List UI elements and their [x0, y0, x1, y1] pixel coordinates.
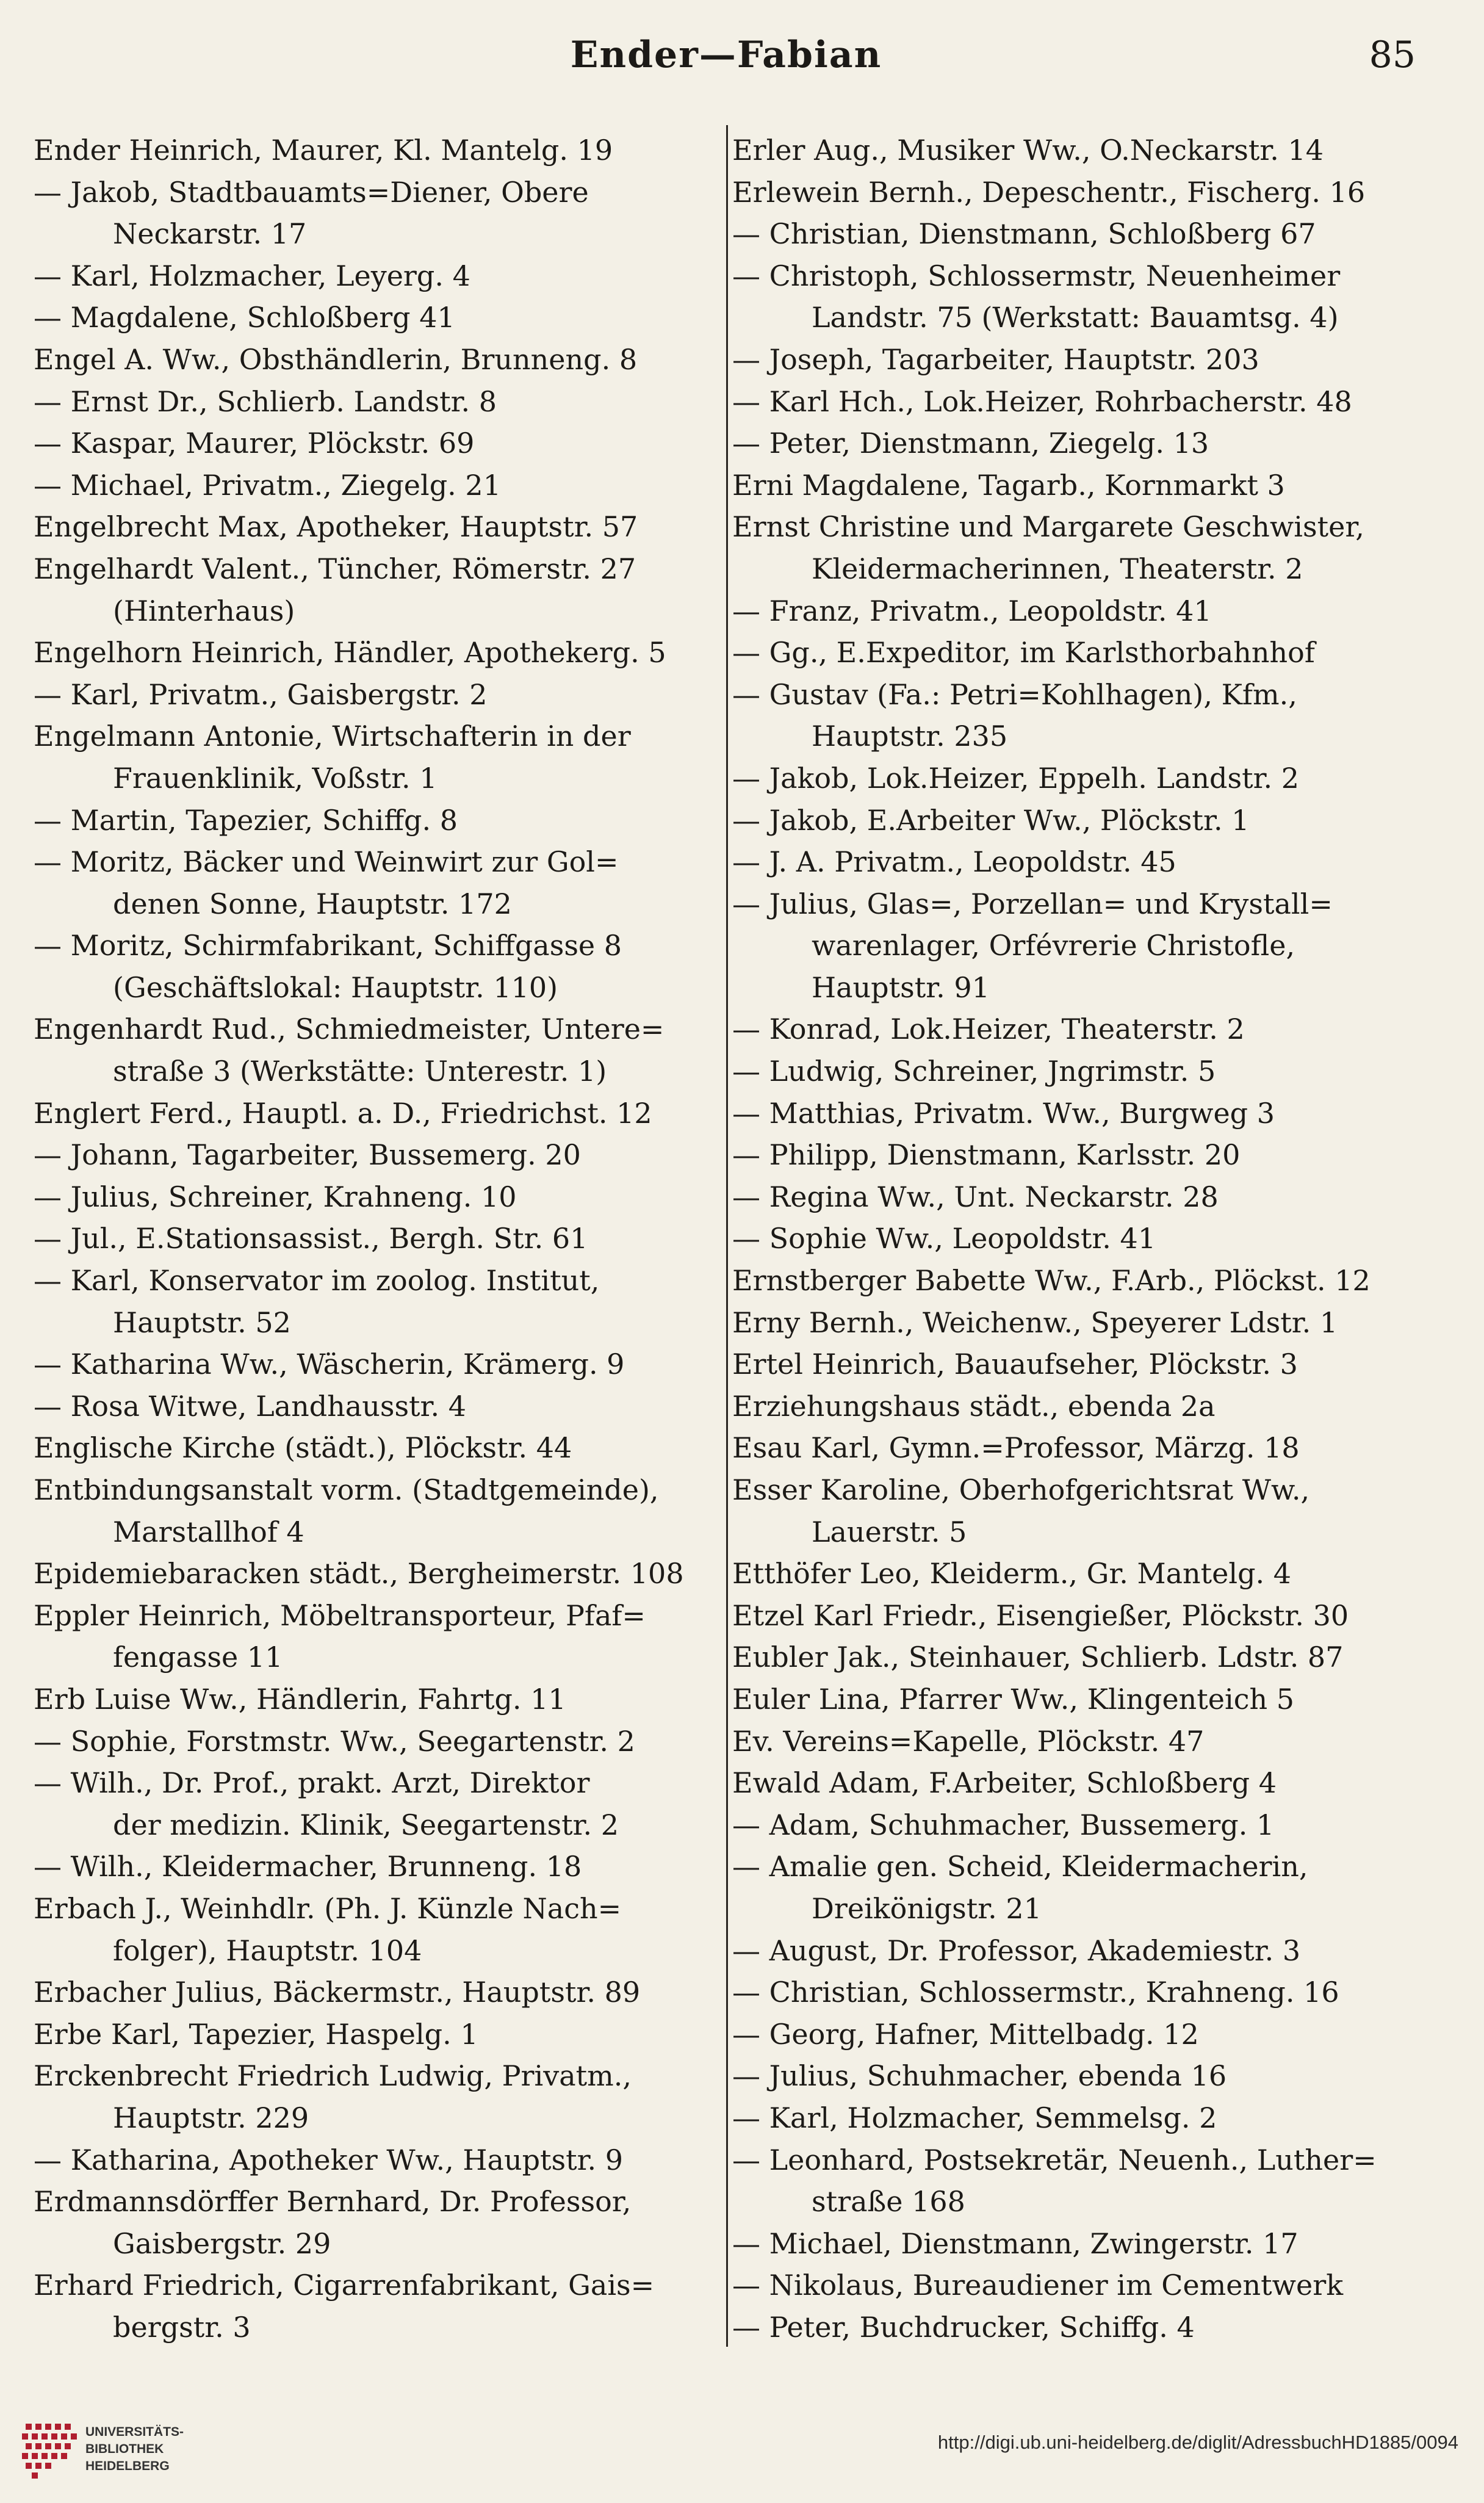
directory-line: [34, 2348, 723, 2351]
directory-line: Hauptstr. 235: [812, 720, 1008, 753]
directory-line: — Christian, Dienstmann, Schloßberg 67: [732, 217, 1316, 251]
directory-line: Eppler Heinrich, Möbeltransporteur, Pfaf=: [34, 1598, 646, 1632]
directory-line: — Wilh., Kleidermacher, Brunneng. 18: [34, 1850, 582, 1884]
directory-line: — Sophie Ww., Leopoldstr. 41: [732, 1222, 1156, 1255]
directory-line: — Julius, Schuhmacher, ebenda 16: [732, 2059, 1227, 2093]
directory-line: Ev. Vereins=Kapelle, Plöckstr. 47: [732, 1724, 1205, 1758]
directory-line: — Katharina Ww., Wäscherin, Krämerg. 9: [34, 1348, 625, 1381]
directory-line: warenlager, Orfévrerie Christofle,: [812, 929, 1295, 963]
directory-line: — Michael, Dienstmann, Zwingerstr. 17: [732, 2227, 1298, 2260]
directory-line: Dreikönigstr. 21: [812, 1891, 1042, 1925]
directory-line: — Leonhard, Postsekretär, Neuenh., Luther=: [732, 2143, 1377, 2176]
directory-line: straße 168: [812, 2185, 965, 2219]
directory-line: — Jakob, Stadtbauamts=Diener, Obere: [34, 175, 589, 209]
directory-line: — Karl Hch., Lok.Heizer, Rohrbacherstr. 48: [732, 385, 1352, 418]
directory-line: — Karl, Konservator im zoolog. Institut,: [34, 1264, 600, 1298]
directory-line: Marstallhof 4: [113, 1515, 304, 1548]
directory-line: Erbacher Julius, Bäckermstr., Hauptstr. 89: [34, 1976, 641, 2009]
source-url[interactable]: http://digi.ub.uni-heidelberg.de/diglit/AdressbuchHD1885/0094: [937, 2432, 1458, 2453]
directory-line: — Gustav (Fa.: Petri=Kohlhagen), Kfm.,: [732, 677, 1297, 711]
directory-line: Etzel Karl Friedr., Eisengießer, Plöckstr. 30: [732, 1598, 1349, 1632]
directory-line: Landstr. 75 (Werkstatt: Bauamtsg. 4): [812, 301, 1339, 334]
page-number: 85: [1369, 34, 1416, 76]
directory-line: Etthöfer Leo, Kleiderm., Gr. Mantelg. 4: [732, 1557, 1292, 1591]
directory-line: Esau Karl, Gymn.=Professor, Märzg. 18: [732, 1431, 1300, 1465]
directory-line: — Joseph, Tagarbeiter, Hauptstr. 203: [732, 342, 1259, 376]
directory-line: Erny Bernh., Weichenw., Speyerer Ldstr. 1: [732, 1306, 1338, 1339]
footer: [0, 2417, 1484, 2503]
directory-line: Ernst Christine und Margarete Geschwister,: [732, 510, 1364, 544]
directory-line: — Nikolaus, Bureaudiener im Cementwerk: [732, 2269, 1344, 2302]
directory-line: — Matthias, Privatm. Ww., Burgweg 3: [732, 1096, 1275, 1130]
directory-line: fengasse 11: [113, 1641, 283, 1674]
directory-line: Neckarstr. 17: [113, 217, 307, 251]
directory-line: — Johann, Tagarbeiter, Bussemerg. 20: [34, 1138, 581, 1172]
directory-line: — Ernst Dr., Schlierb. Landstr. 8: [34, 385, 497, 418]
directory-line: Hauptstr. 52: [113, 1306, 291, 1339]
directory-line: Erckenbrecht Friedrich Ludwig, Privatm.,: [34, 2059, 632, 2093]
left-column: [34, 129, 723, 2351]
directory-line: — Karl, Holzmacher, Semmelsg. 2: [732, 2101, 1217, 2134]
directory-line: folger), Hauptstr. 104: [113, 1934, 422, 1967]
directory-line: — Gg., E.Expeditor, im Karlsthorbahnhof: [732, 636, 1315, 670]
directory-line: Erbe Karl, Tapezier, Haspelg. 1: [34, 2017, 478, 2051]
directory-line: Hauptstr. 91: [812, 970, 990, 1004]
right-column: [732, 129, 1410, 2351]
directory-line: Engel A. Ww., Obsthändlerin, Brunneng. 8: [34, 342, 638, 376]
directory-line: Erler Aug., Musiker Ww., O.Neckarstr. 14: [732, 134, 1324, 167]
directory-line: — Peter, Buchdrucker, Schiffg. 4: [732, 2310, 1195, 2344]
running-title: Ender—Fabian: [570, 34, 882, 76]
directory-line: Entbindungsanstalt vorm. (Stadtgemeinde),: [34, 1473, 659, 1506]
directory-line: — Ludwig, Schreiner, Jngrimstr. 5: [732, 1055, 1216, 1088]
directory-line: — Georg, Hafner, Mittelbadg. 12: [732, 2017, 1199, 2051]
directory-line: Frauenklinik, Voßstr. 1: [113, 761, 438, 795]
directory-line: — Michael, Privatm., Ziegelg. 21: [34, 468, 501, 502]
directory-line: Erlewein Bernh., Depeschentr., Fischerg. 16: [732, 175, 1366, 209]
directory-line: Engelhardt Valent., Tüncher, Römerstr. 27: [34, 552, 636, 585]
directory-line: Engelbrecht Max, Apotheker, Hauptstr. 57: [34, 510, 638, 544]
column-divider: [726, 125, 728, 2347]
directory-line: Engelhorn Heinrich, Händler, Apothekerg. 5: [34, 636, 666, 670]
directory-line: — Karl, Privatm., Gaisbergstr. 2: [34, 677, 488, 711]
directory-line: Engelmann Antonie, Wirtschafterin in der: [34, 720, 631, 753]
directory-line: straße 3 (Werkstätte: Unterestr. 1): [113, 1055, 607, 1088]
directory-line: — Moritz, Bäcker und Weinwirt zur Gol=: [34, 845, 619, 879]
directory-line: — Regina Ww., Unt. Neckarstr. 28: [732, 1180, 1219, 1213]
directory-line: — Amalie gen. Scheid, Kleidermacherin,: [732, 1850, 1308, 1884]
directory-line: der medizin. Klinik, Seegartenstr. 2: [113, 1808, 619, 1841]
directory-line: — Julius, Glas=, Porzellan= und Krystall=: [732, 887, 1333, 920]
directory-line: Erdmannsdörffer Bernhard, Dr. Professor,: [34, 2185, 632, 2219]
directory-line: — August, Dr. Professor, Akademiestr. 3: [732, 1934, 1301, 1967]
directory-line: Epidemiebaracken städt., Bergheimerstr. 108: [34, 1557, 684, 1591]
directory-line: Erbach J., Weinhdlr. (Ph. J. Künzle Nach=: [34, 1891, 622, 1925]
directory-line: — Franz, Privatm., Leopoldstr. 41: [732, 594, 1212, 627]
directory-line: Gaisbergstr. 29: [113, 2227, 331, 2260]
directory-line: — Katharina, Apotheker Ww., Hauptstr. 9: [34, 2143, 624, 2176]
directory-line: Esser Karoline, Oberhofgerichtsrat Ww.,: [732, 1473, 1310, 1506]
directory-line: Erhard Friedrich, Cigarrenfabrikant, Gais=: [34, 2269, 655, 2302]
directory-line: — Wilh., Dr. Prof., prakt. Arzt, Direktor: [34, 1766, 590, 1800]
directory-line: Ernstberger Babette Ww., F.Arb., Plöckst. 12: [732, 1264, 1371, 1298]
directory-line: Ertel Heinrich, Bauaufseher, Plöckstr. 3: [732, 1348, 1298, 1381]
directory-line: bergstr. 3: [113, 2310, 251, 2344]
directory-line: (Hinterhaus): [113, 594, 295, 627]
directory-line: — Martin, Tapezier, Schiffg. 8: [34, 803, 458, 837]
directory-line: — Peter, Dienstmann, Ziegelg. 13: [732, 427, 1209, 460]
directory-line: — J. A. Privatm., Leopoldstr. 45: [732, 845, 1176, 879]
section-letter: [732, 2348, 1410, 2351]
directory-line: Euler Lina, Pfarrer Ww., Klingenteich 5: [732, 1682, 1294, 1716]
directory-line: Englische Kirche (städt.), Plöckstr. 44: [34, 1431, 572, 1465]
directory-line: denen Sonne, Hauptstr. 172: [113, 887, 512, 920]
directory-line: — Julius, Schreiner, Krahneng. 10: [34, 1180, 517, 1213]
directory-line: — Rosa Witwe, Landhausstr. 4: [34, 1389, 466, 1423]
directory-line: — Moritz, Schirmfabrikant, Schiffgasse 8: [34, 929, 622, 963]
directory-line: — Christian, Schlossermstr., Krahneng. 16: [732, 1976, 1339, 2009]
directory-line: — Adam, Schuhmacher, Bussemerg. 1: [732, 1808, 1275, 1841]
directory-line: Erb Luise Ww., Händlerin, Fahrtg. 11: [34, 1682, 566, 1716]
directory-line: — Sophie, Forstmstr. Ww., Seegartenstr. 2: [34, 1724, 635, 1758]
directory-line: Ewald Adam, F.Arbeiter, Schloßberg 4: [732, 1766, 1277, 1800]
directory-line: Ender Heinrich, Maurer, Kl. Mantelg. 19: [34, 134, 613, 167]
directory-line: — Jul., E.Stationsassist., Bergh. Str. 61: [34, 1222, 588, 1255]
library-logo: [20, 2420, 215, 2487]
directory-line: — Jakob, Lok.Heizer, Eppelh. Landstr. 2: [732, 761, 1300, 795]
directory-line: Hauptstr. 229: [113, 2101, 309, 2134]
directory-line: — Magdalene, Schloßberg 41: [34, 301, 455, 334]
directory-line: Lauerstr. 5: [812, 1515, 967, 1548]
library-logo-icon: [20, 2420, 81, 2481]
directory-line: — Jakob, E.Arbeiter Ww., Plöckstr. 1: [732, 803, 1250, 837]
directory-line: Eubler Jak., Steinhauer, Schlierb. Ldstr. 87: [732, 1641, 1344, 1674]
page-header: [37, 34, 1416, 82]
directory-line: — Konrad, Lok.Heizer, Theaterstr. 2: [732, 1013, 1245, 1046]
directory-line: Engenhardt Rud., Schmiedmeister, Untere=: [34, 1013, 665, 1046]
directory-line: — Philipp, Dienstmann, Karlsstr. 20: [732, 1138, 1241, 1172]
directory-line: Kleidermacherinnen, Theaterstr. 2: [812, 552, 1303, 585]
library-logo-text: UNIVERSITÄTS- BIBLIOTHEK HEIDELBERG: [85, 2425, 184, 2473]
directory-line: — Christoph, Schlossermstr, Neuenheimer: [732, 259, 1341, 292]
directory-line: Erni Magdalene, Tagarb., Kornmarkt 3: [732, 468, 1285, 502]
directory-line: Erziehungshaus städt., ebenda 2a: [732, 1389, 1216, 1423]
directory-line: (Geschäftslokal: Hauptstr. 110): [113, 970, 558, 1004]
directory-line: — Kaspar, Maurer, Plöckstr. 69: [34, 427, 475, 460]
directory-line: Englert Ferd., Hauptl. a. D., Friedrichst. 12: [34, 1096, 652, 1130]
directory-line: — Karl, Holzmacher, Leyerg. 4: [34, 259, 470, 292]
